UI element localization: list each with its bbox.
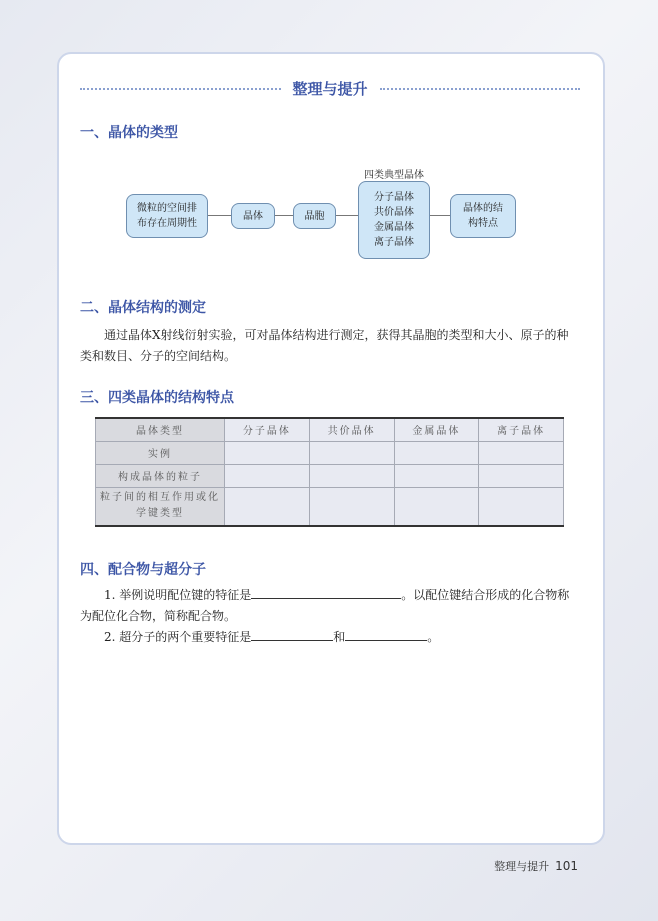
page-title: 整理与提升 — [292, 80, 368, 98]
crystal-type: 共价晶体 — [374, 207, 414, 218]
diagram-box-periodicity: 微粒的空间排布存在周期性 — [126, 194, 208, 238]
table-header: 晶体类型 — [96, 418, 225, 441]
section-heading-3: 三、四类晶体的结构特点 — [80, 390, 234, 406]
footer-label: 整理与提升 — [494, 860, 550, 873]
paragraph: 通过晶体X射线衍射实验，可对晶体结构进行测定，获得其晶胞的类型和大小、原子的种类和数目、分子的空间结构。 — [80, 328, 569, 363]
question-text: 1. 举例说明配位键的特征是 — [104, 588, 252, 602]
connector — [430, 215, 450, 216]
question-2 — [80, 627, 580, 648]
table-header: 金属晶体 — [394, 418, 479, 441]
crystal-type: 金属晶体 — [374, 222, 414, 233]
question-text: 。 — [427, 630, 440, 644]
page-number: 101 — [555, 859, 578, 873]
page-footer — [494, 858, 578, 874]
table-row — [96, 464, 564, 487]
page-title-row — [80, 78, 580, 99]
table-row — [96, 487, 564, 526]
table-header: 共价晶体 — [309, 418, 394, 441]
table-row — [96, 441, 564, 464]
crystal-table — [95, 417, 564, 527]
question-text: 和 — [333, 630, 346, 644]
divider — [380, 88, 581, 90]
question-text: 。以配位键结合形成的化合物称为配位化合物，简称配合物。 — [80, 588, 570, 623]
answer-blank[interactable] — [251, 585, 401, 599]
row-label: 实例 — [96, 441, 225, 464]
divider — [80, 88, 281, 90]
diagram-group-label: 四类典型晶体 — [364, 170, 424, 181]
diagram-box-unit-cell: 晶胞 — [293, 203, 336, 229]
answer-blank[interactable] — [251, 627, 333, 641]
diagram-box-structure: 晶体的结构特点 — [450, 194, 516, 238]
table-header-row — [96, 418, 564, 441]
crystal-type: 离子晶体 — [374, 237, 414, 248]
crystal-type: 分子晶体 — [374, 192, 414, 203]
question-1 — [80, 585, 580, 627]
connector — [274, 215, 294, 216]
table-header: 离子晶体 — [479, 418, 564, 441]
section-heading-1: 一、晶体的类型 — [80, 125, 178, 141]
connector — [335, 215, 359, 216]
row-label: 构成晶体的粒子 — [96, 464, 225, 487]
section-heading-4: 四、配合物与超分子 — [80, 562, 206, 578]
diagram-box-four-types — [358, 181, 430, 259]
answer-blank[interactable] — [345, 627, 427, 641]
connector — [207, 215, 231, 216]
row-label: 粒子间的相互作用或化学键类型 — [96, 487, 225, 526]
table-header: 分子晶体 — [225, 418, 310, 441]
question-text: 2. 超分子的两个重要特征是 — [104, 630, 252, 644]
section-heading-2: 二、晶体结构的测定 — [80, 300, 206, 316]
diagram-box-crystal: 晶体 — [231, 203, 275, 229]
